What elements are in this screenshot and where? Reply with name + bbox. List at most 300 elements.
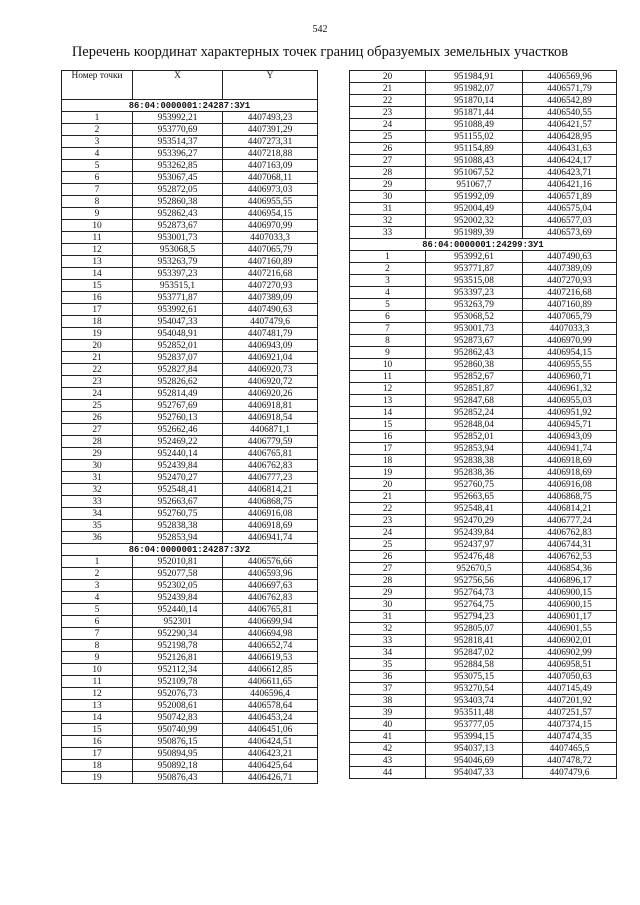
point-number-cell: 6 — [350, 311, 426, 323]
x-coordinate-cell: 952077,58 — [133, 568, 223, 580]
x-coordinate-cell: 952290,34 — [133, 628, 223, 640]
x-coordinate-cell: 952764,73 — [426, 587, 523, 599]
table-row — [350, 563, 617, 575]
table-row — [62, 760, 318, 772]
point-number-cell: 28 — [350, 575, 426, 587]
table-row — [62, 772, 318, 784]
table-row — [62, 304, 318, 316]
x-coordinate-cell: 952439,84 — [133, 460, 223, 472]
y-coordinate-cell: 4406779,59 — [223, 436, 318, 448]
table-row — [350, 299, 617, 311]
y-coordinate-cell: 4406652,74 — [223, 640, 318, 652]
table-row — [62, 496, 318, 508]
y-coordinate-cell: 4406575,04 — [523, 203, 617, 215]
point-number-cell: 25 — [62, 400, 133, 412]
y-coordinate-cell: 4406921,04 — [223, 352, 318, 364]
point-number-cell: 17 — [62, 748, 133, 760]
y-coordinate-cell: 4407490,63 — [523, 251, 617, 263]
table-row — [62, 604, 318, 616]
table-row — [350, 635, 617, 647]
y-coordinate-cell: 4407160,89 — [223, 256, 318, 268]
x-coordinate-cell: 952760,75 — [133, 508, 223, 520]
point-number-cell: 16 — [62, 736, 133, 748]
point-number-cell: 12 — [62, 244, 133, 256]
section-row — [62, 544, 318, 556]
x-coordinate-cell: 951870,14 — [426, 95, 523, 107]
x-coordinate-cell: 952838,36 — [426, 467, 523, 479]
y-coordinate-cell: 4406973,03 — [223, 184, 318, 196]
x-coordinate-cell: 953994,15 — [426, 731, 523, 743]
table-row — [350, 659, 617, 671]
x-coordinate-cell: 952827,84 — [133, 364, 223, 376]
x-coordinate-cell: 953001,73 — [133, 232, 223, 244]
x-coordinate-cell: 953067,45 — [133, 172, 223, 184]
page-title: Перечень координат характерных точек границ образуемых земельных участков — [71, 44, 569, 60]
x-coordinate-cell: 951088,43 — [426, 155, 523, 167]
y-coordinate-cell: 4406955,03 — [523, 395, 617, 407]
x-coordinate-cell: 952002,32 — [426, 215, 523, 227]
x-coordinate-cell: 954046,69 — [426, 755, 523, 767]
y-coordinate-cell: 4406951,92 — [523, 407, 617, 419]
point-number-cell: 8 — [62, 196, 133, 208]
point-number-cell: 22 — [350, 95, 426, 107]
x-coordinate-cell: 952852,67 — [426, 371, 523, 383]
point-number-cell: 28 — [62, 436, 133, 448]
table-row — [350, 599, 617, 611]
y-coordinate-cell: 4407251,57 — [523, 707, 617, 719]
x-coordinate-cell: 951989,39 — [426, 227, 523, 239]
section-row — [350, 239, 617, 251]
x-coordinate-cell: 952670,5 — [426, 563, 523, 575]
x-coordinate-cell: 952853,94 — [133, 532, 223, 544]
x-coordinate-cell: 952439,84 — [426, 527, 523, 539]
table-row — [62, 712, 318, 724]
y-coordinate-cell: 4406451,06 — [223, 724, 318, 736]
coordinates-table-right — [349, 70, 617, 779]
x-coordinate-cell: 952469,22 — [133, 436, 223, 448]
y-coordinate-cell: 4406902,99 — [523, 647, 617, 659]
x-coordinate-cell: 952873,67 — [133, 220, 223, 232]
x-coordinate-cell: 951067,7 — [426, 179, 523, 191]
point-number-cell: 3 — [62, 136, 133, 148]
table-row — [350, 287, 617, 299]
table-row — [350, 107, 617, 119]
point-number-cell: 26 — [350, 551, 426, 563]
table-row — [62, 184, 318, 196]
x-coordinate-cell: 951154,89 — [426, 143, 523, 155]
table-row — [62, 160, 318, 172]
table-row — [350, 731, 617, 743]
point-number-cell: 1 — [62, 556, 133, 568]
y-coordinate-cell: 4406777,23 — [223, 472, 318, 484]
y-coordinate-cell: 4407389,09 — [523, 263, 617, 275]
y-coordinate-cell: 4406920,72 — [223, 376, 318, 388]
point-number-cell: 36 — [350, 671, 426, 683]
y-coordinate-cell: 4407218,88 — [223, 148, 318, 160]
table-row — [62, 388, 318, 400]
table-row — [62, 484, 318, 496]
x-coordinate-cell: 953511,48 — [426, 707, 523, 719]
y-coordinate-cell: 4406453,24 — [223, 712, 318, 724]
table-row — [350, 539, 617, 551]
table-row — [350, 683, 617, 695]
x-coordinate-cell: 952853,94 — [426, 443, 523, 455]
x-coordinate-cell: 952767,69 — [133, 400, 223, 412]
point-number-cell: 33 — [350, 635, 426, 647]
table-row — [62, 736, 318, 748]
table-row — [350, 431, 617, 443]
point-number-cell: 11 — [62, 232, 133, 244]
y-coordinate-cell: 4406961,32 — [523, 383, 617, 395]
x-coordinate-cell: 952794,23 — [426, 611, 523, 623]
point-number-cell: 2 — [62, 568, 133, 580]
y-coordinate-cell: 4406425,64 — [223, 760, 318, 772]
point-number-cell: 5 — [350, 299, 426, 311]
point-number-cell: 1 — [350, 251, 426, 263]
x-coordinate-cell: 952860,38 — [133, 196, 223, 208]
point-number-cell: 34 — [62, 508, 133, 520]
table-row — [350, 707, 617, 719]
point-number-cell: 10 — [62, 220, 133, 232]
y-coordinate-cell: 4407465,5 — [523, 743, 617, 755]
table-row — [62, 412, 318, 424]
point-number-cell: 21 — [62, 352, 133, 364]
y-coordinate-cell: 4406918,69 — [523, 455, 617, 467]
table-row — [350, 323, 617, 335]
point-number-cell: 37 — [350, 683, 426, 695]
x-coordinate-cell: 953992,61 — [426, 251, 523, 263]
y-coordinate-cell: 4406945,71 — [523, 419, 617, 431]
x-coordinate-cell: 953514,37 — [133, 136, 223, 148]
table-row — [350, 215, 617, 227]
x-coordinate-cell: 952548,41 — [426, 503, 523, 515]
y-coordinate-cell: 4406611,65 — [223, 676, 318, 688]
table-row — [62, 424, 318, 436]
point-number-cell: 17 — [62, 304, 133, 316]
point-number-cell: 42 — [350, 743, 426, 755]
table-row — [350, 167, 617, 179]
point-number-cell: 24 — [350, 119, 426, 131]
table-row — [62, 724, 318, 736]
x-coordinate-cell: 950894,95 — [133, 748, 223, 760]
y-coordinate-cell: 4406428,95 — [523, 131, 617, 143]
x-coordinate-cell: 953397,23 — [426, 287, 523, 299]
x-coordinate-cell: 952470,27 — [133, 472, 223, 484]
table-row — [350, 443, 617, 455]
point-number-cell: 2 — [62, 124, 133, 136]
table-row — [62, 664, 318, 676]
table-row — [350, 383, 617, 395]
point-number-cell: 33 — [350, 227, 426, 239]
table-row — [62, 472, 318, 484]
y-coordinate-cell: 4407479,6 — [223, 316, 318, 328]
table-row — [62, 208, 318, 220]
y-coordinate-cell: 4406569,96 — [523, 71, 617, 83]
y-coordinate-cell: 4406900,15 — [523, 587, 617, 599]
x-coordinate-cell: 951984,91 — [426, 71, 523, 83]
x-coordinate-cell: 953075,15 — [426, 671, 523, 683]
point-number-cell: 24 — [62, 388, 133, 400]
table-row — [62, 400, 318, 412]
point-number-cell: 6 — [62, 172, 133, 184]
y-coordinate-cell: 4406901,55 — [523, 623, 617, 635]
x-coordinate-cell: 953068,5 — [133, 244, 223, 256]
x-coordinate-cell: 952112,34 — [133, 664, 223, 676]
y-coordinate-cell: 4406970,99 — [523, 335, 617, 347]
y-coordinate-cell: 4407145,49 — [523, 683, 617, 695]
y-coordinate-cell: 4406762,53 — [523, 551, 617, 563]
x-coordinate-cell: 951067,52 — [426, 167, 523, 179]
point-number-cell: 13 — [62, 700, 133, 712]
y-coordinate-cell: 4406916,08 — [523, 479, 617, 491]
y-coordinate-cell: 4406744,31 — [523, 539, 617, 551]
y-coordinate-cell: 4406941,74 — [223, 532, 318, 544]
y-coordinate-cell: 4406777,24 — [523, 515, 617, 527]
y-coordinate-cell: 4406426,71 — [223, 772, 318, 784]
x-coordinate-cell: 952862,43 — [426, 347, 523, 359]
table-row — [350, 455, 617, 467]
y-coordinate-cell: 4406577,03 — [523, 215, 617, 227]
point-number-cell: 20 — [62, 340, 133, 352]
y-coordinate-cell: 4406571,79 — [523, 83, 617, 95]
point-number-cell: 26 — [350, 143, 426, 155]
y-coordinate-cell: 4406699,94 — [223, 616, 318, 628]
x-coordinate-cell: 952109,78 — [133, 676, 223, 688]
point-number-cell: 31 — [350, 611, 426, 623]
x-coordinate-cell: 952764,75 — [426, 599, 523, 611]
table-row — [350, 131, 617, 143]
table-row — [350, 155, 617, 167]
x-coordinate-cell: 953770,69 — [133, 124, 223, 136]
x-coordinate-cell: 953068,52 — [426, 311, 523, 323]
y-coordinate-cell: 4406697,63 — [223, 580, 318, 592]
y-coordinate-cell: 4407493,23 — [223, 112, 318, 124]
x-coordinate-cell: 954048,91 — [133, 328, 223, 340]
y-coordinate-cell: 4407391,29 — [223, 124, 318, 136]
x-coordinate-cell: 952847,02 — [426, 647, 523, 659]
point-number-cell: 43 — [350, 755, 426, 767]
y-coordinate-cell: 4406900,15 — [523, 599, 617, 611]
table-row — [350, 419, 617, 431]
table-row — [62, 148, 318, 160]
point-number-cell: 14 — [350, 407, 426, 419]
table-row — [62, 364, 318, 376]
table-row — [350, 83, 617, 95]
y-coordinate-cell: 4406814,21 — [223, 484, 318, 496]
y-coordinate-cell: 4406619,53 — [223, 652, 318, 664]
y-coordinate-cell: 4406765,81 — [223, 448, 318, 460]
table-row — [62, 556, 318, 568]
point-number-cell: 2 — [350, 263, 426, 275]
table-row — [62, 268, 318, 280]
table-row — [350, 623, 617, 635]
y-coordinate-cell: 4407050,63 — [523, 671, 617, 683]
table-row — [350, 527, 617, 539]
point-number-cell: 9 — [62, 652, 133, 664]
x-coordinate-cell: 952852,24 — [426, 407, 523, 419]
x-coordinate-cell: 952852,01 — [426, 431, 523, 443]
x-coordinate-cell: 953263,79 — [426, 299, 523, 311]
y-coordinate-cell: 4406918,69 — [223, 520, 318, 532]
point-number-cell: 25 — [350, 131, 426, 143]
table-row — [350, 359, 617, 371]
x-coordinate-cell: 952851,87 — [426, 383, 523, 395]
table-row — [62, 352, 318, 364]
table-row — [62, 700, 318, 712]
y-coordinate-cell: 4406423,21 — [223, 748, 318, 760]
table-row — [350, 695, 617, 707]
x-coordinate-cell: 952826,62 — [133, 376, 223, 388]
y-coordinate-cell: 4406943,09 — [523, 431, 617, 443]
table-row — [62, 640, 318, 652]
table-row — [62, 256, 318, 268]
point-number-cell: 18 — [62, 760, 133, 772]
point-number-cell: 28 — [350, 167, 426, 179]
point-number-cell: 12 — [350, 383, 426, 395]
point-number-cell: 9 — [350, 347, 426, 359]
point-number-cell: 27 — [350, 563, 426, 575]
point-number-cell: 11 — [62, 676, 133, 688]
x-coordinate-cell: 952760,75 — [426, 479, 523, 491]
x-coordinate-cell: 952860,38 — [426, 359, 523, 371]
x-coordinate-cell: 950892,18 — [133, 760, 223, 772]
y-coordinate-cell: 4406868,75 — [223, 496, 318, 508]
point-number-cell: 38 — [350, 695, 426, 707]
x-coordinate-cell: 952884,58 — [426, 659, 523, 671]
y-coordinate-cell: 4407490,63 — [223, 304, 318, 316]
point-number-cell: 13 — [62, 256, 133, 268]
table-row — [350, 179, 617, 191]
table-row — [62, 124, 318, 136]
table-row — [350, 251, 617, 263]
point-number-cell: 44 — [350, 767, 426, 779]
x-coordinate-cell: 953992,21 — [133, 112, 223, 124]
x-coordinate-cell: 952814,49 — [133, 388, 223, 400]
point-number-cell: 30 — [350, 191, 426, 203]
y-coordinate-cell: 4406762,83 — [523, 527, 617, 539]
x-coordinate-cell: 952470,29 — [426, 515, 523, 527]
x-coordinate-cell: 952440,14 — [133, 604, 223, 616]
x-coordinate-cell: 952476,48 — [426, 551, 523, 563]
point-number-cell: 10 — [62, 664, 133, 676]
table-row — [62, 112, 318, 124]
point-number-cell: 17 — [350, 443, 426, 455]
x-coordinate-cell: 952662,46 — [133, 424, 223, 436]
y-coordinate-cell: 4407270,93 — [223, 280, 318, 292]
x-coordinate-cell: 952862,43 — [133, 208, 223, 220]
table-row — [350, 95, 617, 107]
table-row — [350, 395, 617, 407]
table-row — [350, 227, 617, 239]
point-number-cell: 19 — [62, 328, 133, 340]
x-coordinate-cell: 950742,83 — [133, 712, 223, 724]
point-number-cell: 33 — [62, 496, 133, 508]
table-row — [62, 196, 318, 208]
table-row — [62, 688, 318, 700]
y-coordinate-cell: 4406612,85 — [223, 664, 318, 676]
table-row — [350, 407, 617, 419]
y-coordinate-cell: 4406421,57 — [523, 119, 617, 131]
point-number-cell: 20 — [350, 479, 426, 491]
point-number-cell: 18 — [350, 455, 426, 467]
point-number-cell: 22 — [350, 503, 426, 515]
y-coordinate-cell: 4407374,15 — [523, 719, 617, 731]
point-number-cell: 15 — [62, 724, 133, 736]
table-row — [350, 755, 617, 767]
y-coordinate-cell: 4406578,64 — [223, 700, 318, 712]
point-number-cell: 23 — [350, 107, 426, 119]
table-row — [350, 551, 617, 563]
y-coordinate-cell: 4406970,99 — [223, 220, 318, 232]
x-coordinate-cell: 953263,79 — [133, 256, 223, 268]
x-coordinate-cell: 952847,68 — [426, 395, 523, 407]
x-coordinate-cell: 952301 — [133, 616, 223, 628]
table-row — [62, 292, 318, 304]
x-coordinate-cell: 952663,65 — [426, 491, 523, 503]
y-coordinate-cell: 4406943,09 — [223, 340, 318, 352]
x-coordinate-cell: 952872,05 — [133, 184, 223, 196]
y-coordinate-cell: 4406896,17 — [523, 575, 617, 587]
table-row — [62, 508, 318, 520]
column-header-x: X — [133, 71, 223, 100]
point-number-cell: 35 — [62, 520, 133, 532]
table-row — [350, 347, 617, 359]
y-coordinate-cell: 4406941,74 — [523, 443, 617, 455]
y-coordinate-cell: 4406576,66 — [223, 556, 318, 568]
x-coordinate-cell: 952439,84 — [133, 592, 223, 604]
table-row — [350, 203, 617, 215]
y-coordinate-cell: 4406954,15 — [523, 347, 617, 359]
y-coordinate-cell: 4406571,89 — [523, 191, 617, 203]
table-body-left — [62, 100, 318, 784]
x-coordinate-cell: 953270,54 — [426, 683, 523, 695]
point-number-cell: 7 — [62, 628, 133, 640]
y-coordinate-cell: 4406762,83 — [223, 592, 318, 604]
point-number-cell: 39 — [350, 707, 426, 719]
point-number-cell: 29 — [350, 179, 426, 191]
table-row — [62, 580, 318, 592]
x-coordinate-cell: 952437,97 — [426, 539, 523, 551]
table-row — [350, 743, 617, 755]
point-number-cell: 35 — [350, 659, 426, 671]
point-number-cell: 23 — [350, 515, 426, 527]
y-coordinate-cell: 4407033,3 — [523, 323, 617, 335]
point-number-cell: 24 — [350, 527, 426, 539]
point-number-cell: 21 — [350, 83, 426, 95]
table-row — [62, 328, 318, 340]
x-coordinate-cell: 952010,81 — [133, 556, 223, 568]
y-coordinate-cell: 4406540,55 — [523, 107, 617, 119]
point-number-cell: 14 — [62, 712, 133, 724]
y-coordinate-cell: 4406421,16 — [523, 179, 617, 191]
point-number-cell: 3 — [62, 580, 133, 592]
x-coordinate-cell: 952440,14 — [133, 448, 223, 460]
table-row — [62, 136, 318, 148]
x-coordinate-cell: 952818,41 — [426, 635, 523, 647]
x-coordinate-cell: 952663,67 — [133, 496, 223, 508]
point-number-cell: 15 — [62, 280, 133, 292]
table-row — [350, 575, 617, 587]
x-coordinate-cell: 952848,04 — [426, 419, 523, 431]
point-number-cell: 14 — [62, 268, 133, 280]
point-number-cell: 20 — [350, 71, 426, 83]
x-coordinate-cell: 953771,87 — [133, 292, 223, 304]
x-coordinate-cell: 951088,49 — [426, 119, 523, 131]
y-coordinate-cell: 4406765,81 — [223, 604, 318, 616]
y-coordinate-cell: 4407474,35 — [523, 731, 617, 743]
table-row — [350, 515, 617, 527]
x-coordinate-cell: 952008,61 — [133, 700, 223, 712]
